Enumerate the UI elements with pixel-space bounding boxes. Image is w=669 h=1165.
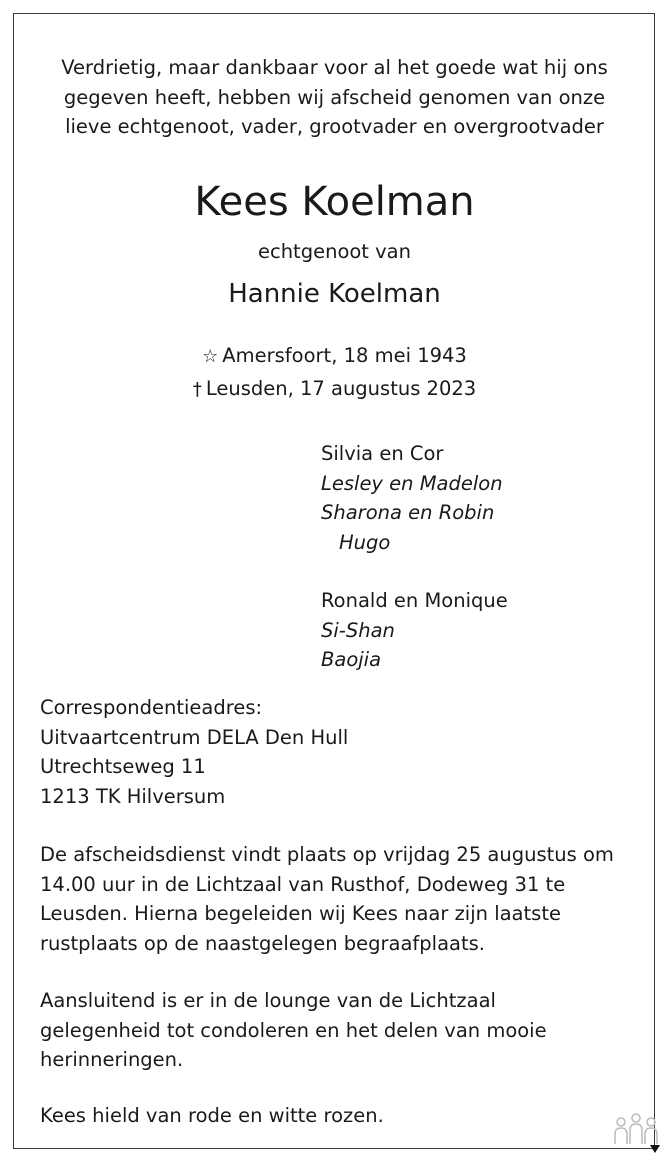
family-child: Sharona en Robin: [321, 501, 495, 524]
corner-arrow-icon: [650, 1145, 660, 1153]
family-child: Si-Shan: [321, 618, 395, 642]
closing-line: Kees hield van rode en witte rozen.: [40, 1104, 384, 1127]
address-line: Correspondentieadres:: [40, 696, 263, 719]
correspondence-address: [40, 693, 348, 811]
intro-line: lieve echtgenoot, vader, grootvader en overgrootvader: [65, 115, 604, 138]
condolence-details: [40, 986, 547, 1075]
family-grandchild: Hugo: [339, 530, 391, 554]
family-group-2: [321, 586, 508, 675]
service-line: Leusden. Hierna begeleiden wij Kees naar zijn laatste: [40, 902, 561, 925]
cross-icon: †: [192, 379, 202, 400]
intro-line: gegeven heeft, hebben wij afscheid genomen van onze: [63, 85, 606, 109]
address-line: Uitvaartcentrum DELA Den Hull: [40, 725, 349, 749]
birth-text: Amersfoort, 18 mei 1943: [222, 344, 467, 367]
intro-line: Verdrietig, maar dankbaar voor al het goede wat hij ons: [61, 56, 608, 79]
birth-line: [0, 342, 669, 371]
intro-text: [0, 53, 669, 142]
family-child: Baojia: [321, 648, 382, 671]
family-parents: Ronald en Monique: [321, 589, 508, 612]
spouse-name: Hannie Koelman: [228, 279, 441, 309]
death-line: [0, 375, 669, 404]
family-group-1: [321, 439, 503, 557]
service-line: 14.00 uur in de Lichtzaal van Rusthof, Dodeweg 31 te: [40, 872, 566, 896]
spouse-label: echtgenoot van: [257, 240, 411, 263]
star-icon: ☆: [202, 346, 219, 367]
condolence-line: gelegenheid tot condoleren en het delen van mooie: [40, 1018, 547, 1042]
condolence-line: herinneringen.: [40, 1048, 184, 1071]
death-text: Leusden, 17 augustus 2023: [205, 377, 477, 400]
family-parents: Silvia en Cor: [321, 442, 444, 465]
people-logo-icon: [612, 1110, 660, 1154]
address-line: Utrechtseweg 11: [40, 755, 206, 778]
service-line: De afscheidsdienst vindt plaats op vrijdag 25 augustus om: [40, 843, 614, 866]
family-child: Lesley en Madelon: [321, 471, 503, 495]
condolence-line: Aansluitend is er in de lounge van de Lichtzaal: [40, 989, 496, 1012]
deceased-name: Kees Koelman: [194, 179, 475, 225]
service-details: [40, 840, 614, 958]
service-line: rustplaats op de naastgelegen begraafplaats.: [40, 931, 485, 955]
address-line: 1213 TK Hilversum: [40, 784, 226, 808]
